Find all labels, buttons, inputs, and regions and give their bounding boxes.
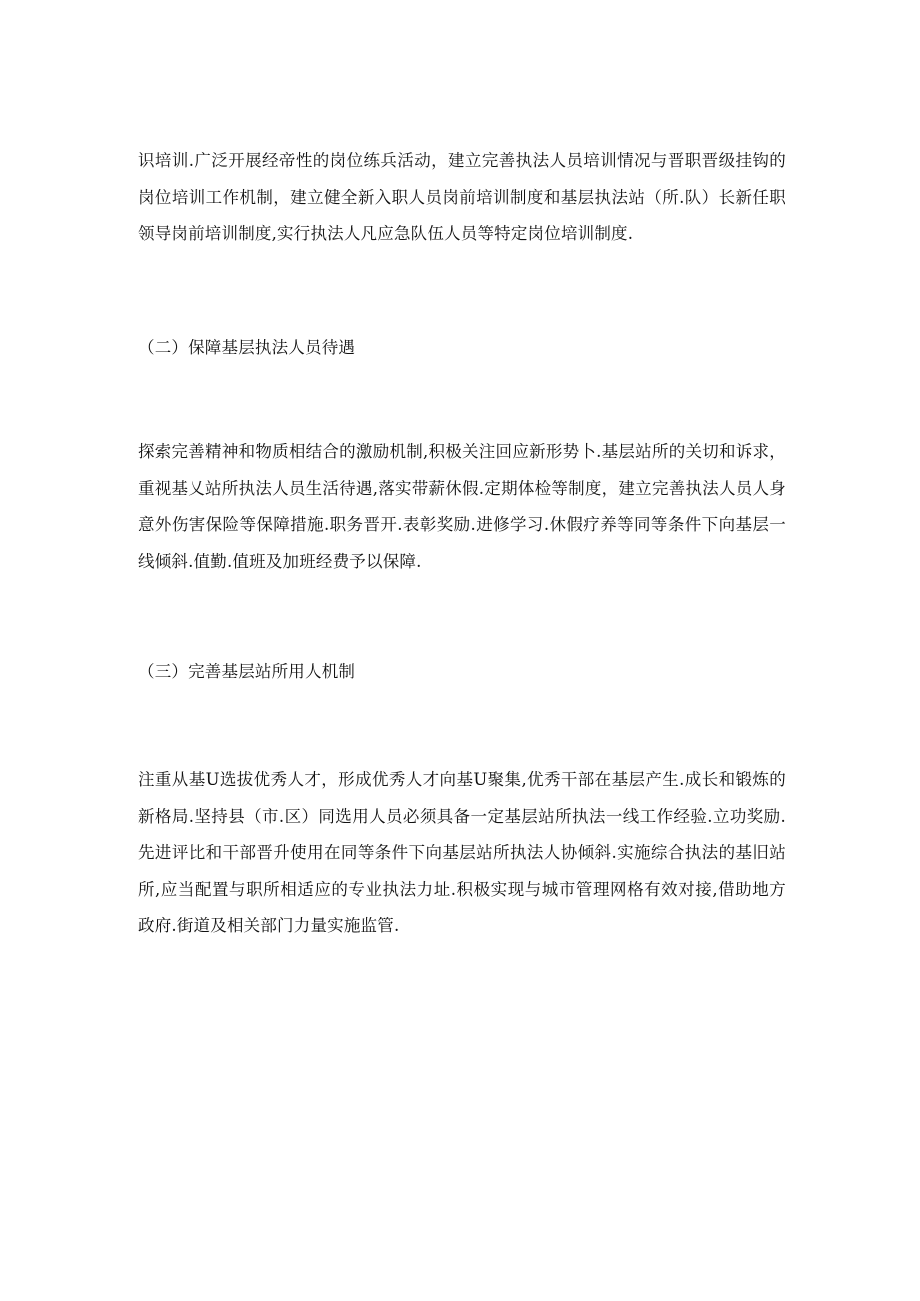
body-paragraph-treatment [138, 434, 786, 580]
heading-text: （二）保障基层执法人员待遇 [138, 338, 356, 357]
paragraph-text: 识培训.广泛开展经帝性的岗位练兵活动，建立完善执法人员培训情况与晋职晋级挂钩的岗位培训工作机制，建立健全新入职人员岗前培训制度和基层执法站（所.队）长新任职领导岗前培训制度,实行执法人凡应急队伍人员等特定岗位培训制度. [138, 151, 786, 243]
body-paragraph-training [138, 143, 786, 253]
heading-text: （三）完善基层站所用人机制 [138, 662, 356, 681]
section-heading-3 [138, 657, 786, 687]
paragraph-text: 注重从基U选拔优秀人才，形成优秀人才向基U聚集,优秀干部在基层产生.成长和锻炼的新格局.坚持县（市.区）同选用人员必须具备一定基层站所执法一线工作经验.立功奖励.先进评比和干部晋升使用在同等条件下向基层站所执法人协倾斜.实施综合执法的基旧站所,应当配置与职所相适应的专业执法力址.积极实现与城市管理网格有效对接,借助地方政府.街道及相关部门力量实施监管. [138, 770, 786, 935]
section-heading-2 [138, 333, 786, 363]
paragraph-text: 探索完善精神和物质相结合的激励机制,积极关注回应新形势卜.基层站所的关切和诉求，重视基乂站所执法人员生活待遇,落实带薪休假.定期体检等制度，建立完善执法人员人身意外伤害保险等保障措施.职务晋开.表彰奖励.进修学习.休假疗养等同等条件下向基层一线倾斜.值勤.值班及加班经费予以保障. [138, 442, 786, 571]
body-paragraph-staffing [138, 762, 786, 945]
